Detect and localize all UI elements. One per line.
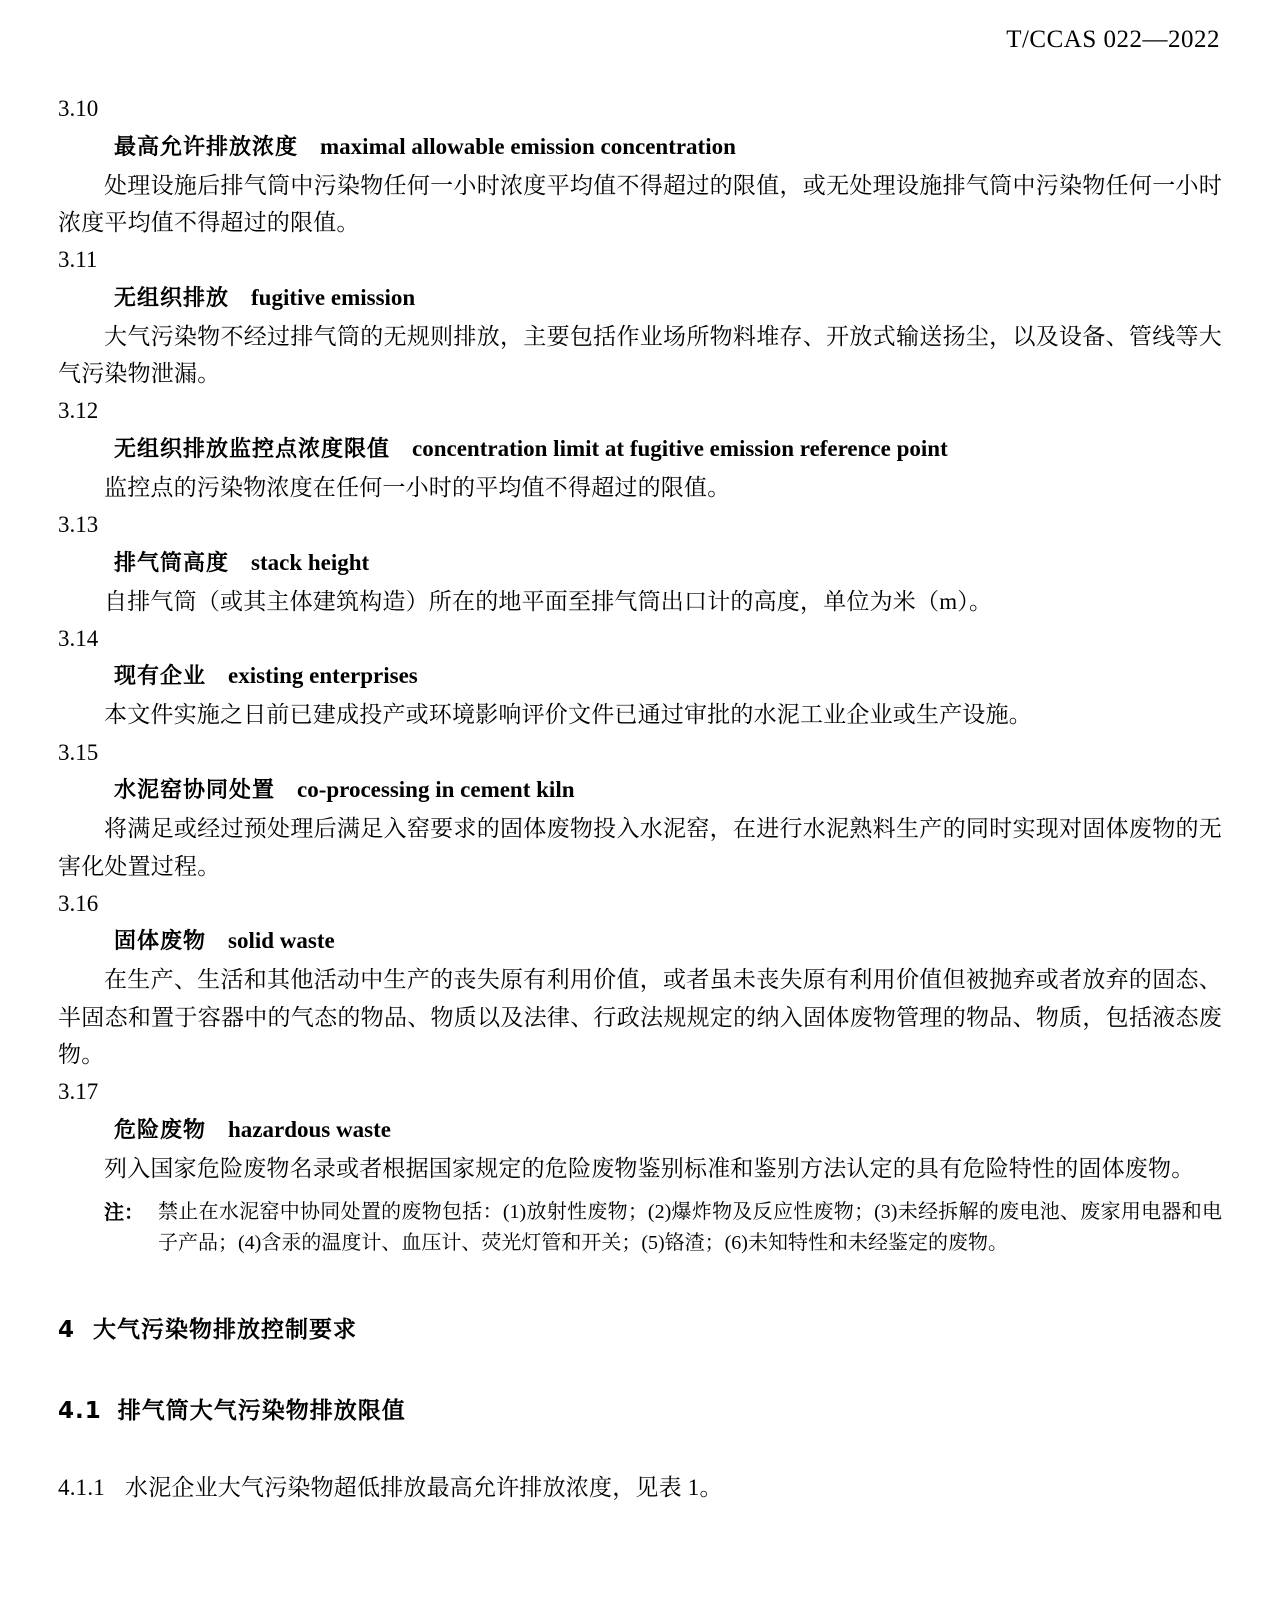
term-chinese: 排气筒高度 [114,550,230,576]
term-english: stack height [251,549,370,575]
clause-number: 3.15 [58,739,99,765]
section-heading-4 [58,1311,1222,1344]
term-heading [58,658,1222,694]
term-heading [58,545,1222,581]
clause-number: 3.13 [58,512,99,538]
subsection-title: 排气筒大气污染物排放限值 [117,1398,406,1424]
clause-text: 水泥企业大气污染物超低排放最高允许排放浓度，见表 1。 [125,1475,723,1500]
term-chinese: 水泥窑协同处置 [114,778,276,804]
term-definition: 在生产、生活和其他活动中生产的丧失原有利用价值，或者虽未丧失原有利用价值但被抛弃或者放弃的固态、半固态和置于容器中的气态的物品、物质以及法律、行政法规规定的纳入固体废物管理的物品、物质，包括液态废物。 [58,967,1222,1067]
term-definition: 列入国家危险废物名录或者根据国家规定的危险废物鉴别标准和鉴别方法认定的具有危险特性的固体废物。 [104,1155,1195,1181]
note-block [58,1197,1222,1259]
document-body [58,92,1222,1502]
section-title: 大气污染物排放控制要求 [93,1317,358,1343]
term-heading [58,923,1222,959]
note-label: 注： [104,1200,144,1224]
term-heading [58,129,1222,165]
term-english: hazardous waste [228,1116,391,1142]
clause-number: 3.12 [58,398,99,424]
term-chinese: 危险废物 [114,1117,207,1143]
term-english: concentration limit at fugitive emission reference point [412,435,948,461]
term-definition: 本文件实施之日前已建成投产或环境影响评价文件已通过审批的水泥工业企业或生产设施。 [104,702,1032,728]
term-english: co-processing in cement kiln [297,777,575,803]
term-definition: 处理设施后排气筒中污染物任何一小时浓度平均值不得超过的限值，或无处理设施排气筒中污染物任何一小时浓度平均值不得超过的限值。 [58,172,1222,235]
clause-number: 3.14 [58,625,99,651]
clause-4-1-1 [58,1469,1222,1502]
subsection-number: 4.1 [58,1398,102,1424]
term-chinese: 无组织排放监控点浓度限值 [114,436,391,462]
term-english: fugitive emission [251,284,416,310]
clause-number: 3.17 [58,1079,99,1105]
term-definition: 自排气筒（或其主体建筑构造）所在的地平面至排气筒出口计的高度，单位为米（m）。 [104,588,993,614]
clause-number: 4.1.1 [58,1475,105,1500]
term-chinese: 最高允许排放浓度 [114,134,299,160]
term-chinese: 现有企业 [114,664,207,690]
term-english: solid waste [228,928,335,954]
section-heading-4-1 [58,1392,1222,1425]
term-heading [58,1112,1222,1148]
note-text: 禁止在水泥窑中协同处置的废物包括：(1)放射性废物；(2)爆炸物及反应性废物；(3)未经拆解的废电池、废家用电器和电子产品；(4)含汞的温度计、血压计、荧光灯管和开关；(5)铬渣；(6)未知特性和未经鉴定的废物。 [158,1201,1222,1254]
term-english: existing enterprises [228,663,418,689]
term-definition: 大气污染物不经过排气筒的无规则排放，主要包括作业场所物料堆存、开放式输送扬尘，以及设备、管线等大气污染物泄漏。 [58,323,1222,386]
clause-number: 3.16 [58,890,99,916]
term-definition: 监控点的污染物浓度在任何一小时的平均值不得超过的限值。 [104,474,731,500]
term-heading [58,772,1222,808]
term-heading [58,431,1222,467]
term-chinese: 无组织排放 [114,285,230,311]
term-heading [58,280,1222,316]
term-definition: 将满足或经过预处理后满足入窑要求的固体废物投入水泥窑，在进行水泥熟料生产的同时实现对固体废物的无害化处置过程。 [58,816,1222,879]
clause-number: 3.10 [58,96,99,121]
section-number: 4 [58,1317,76,1343]
clause-number: 3.11 [58,247,98,273]
term-chinese: 固体废物 [114,929,207,955]
term-english: maximal allowable emission concentration [320,133,736,159]
page-header: T/CCAS 022—2022 [1006,26,1220,53]
